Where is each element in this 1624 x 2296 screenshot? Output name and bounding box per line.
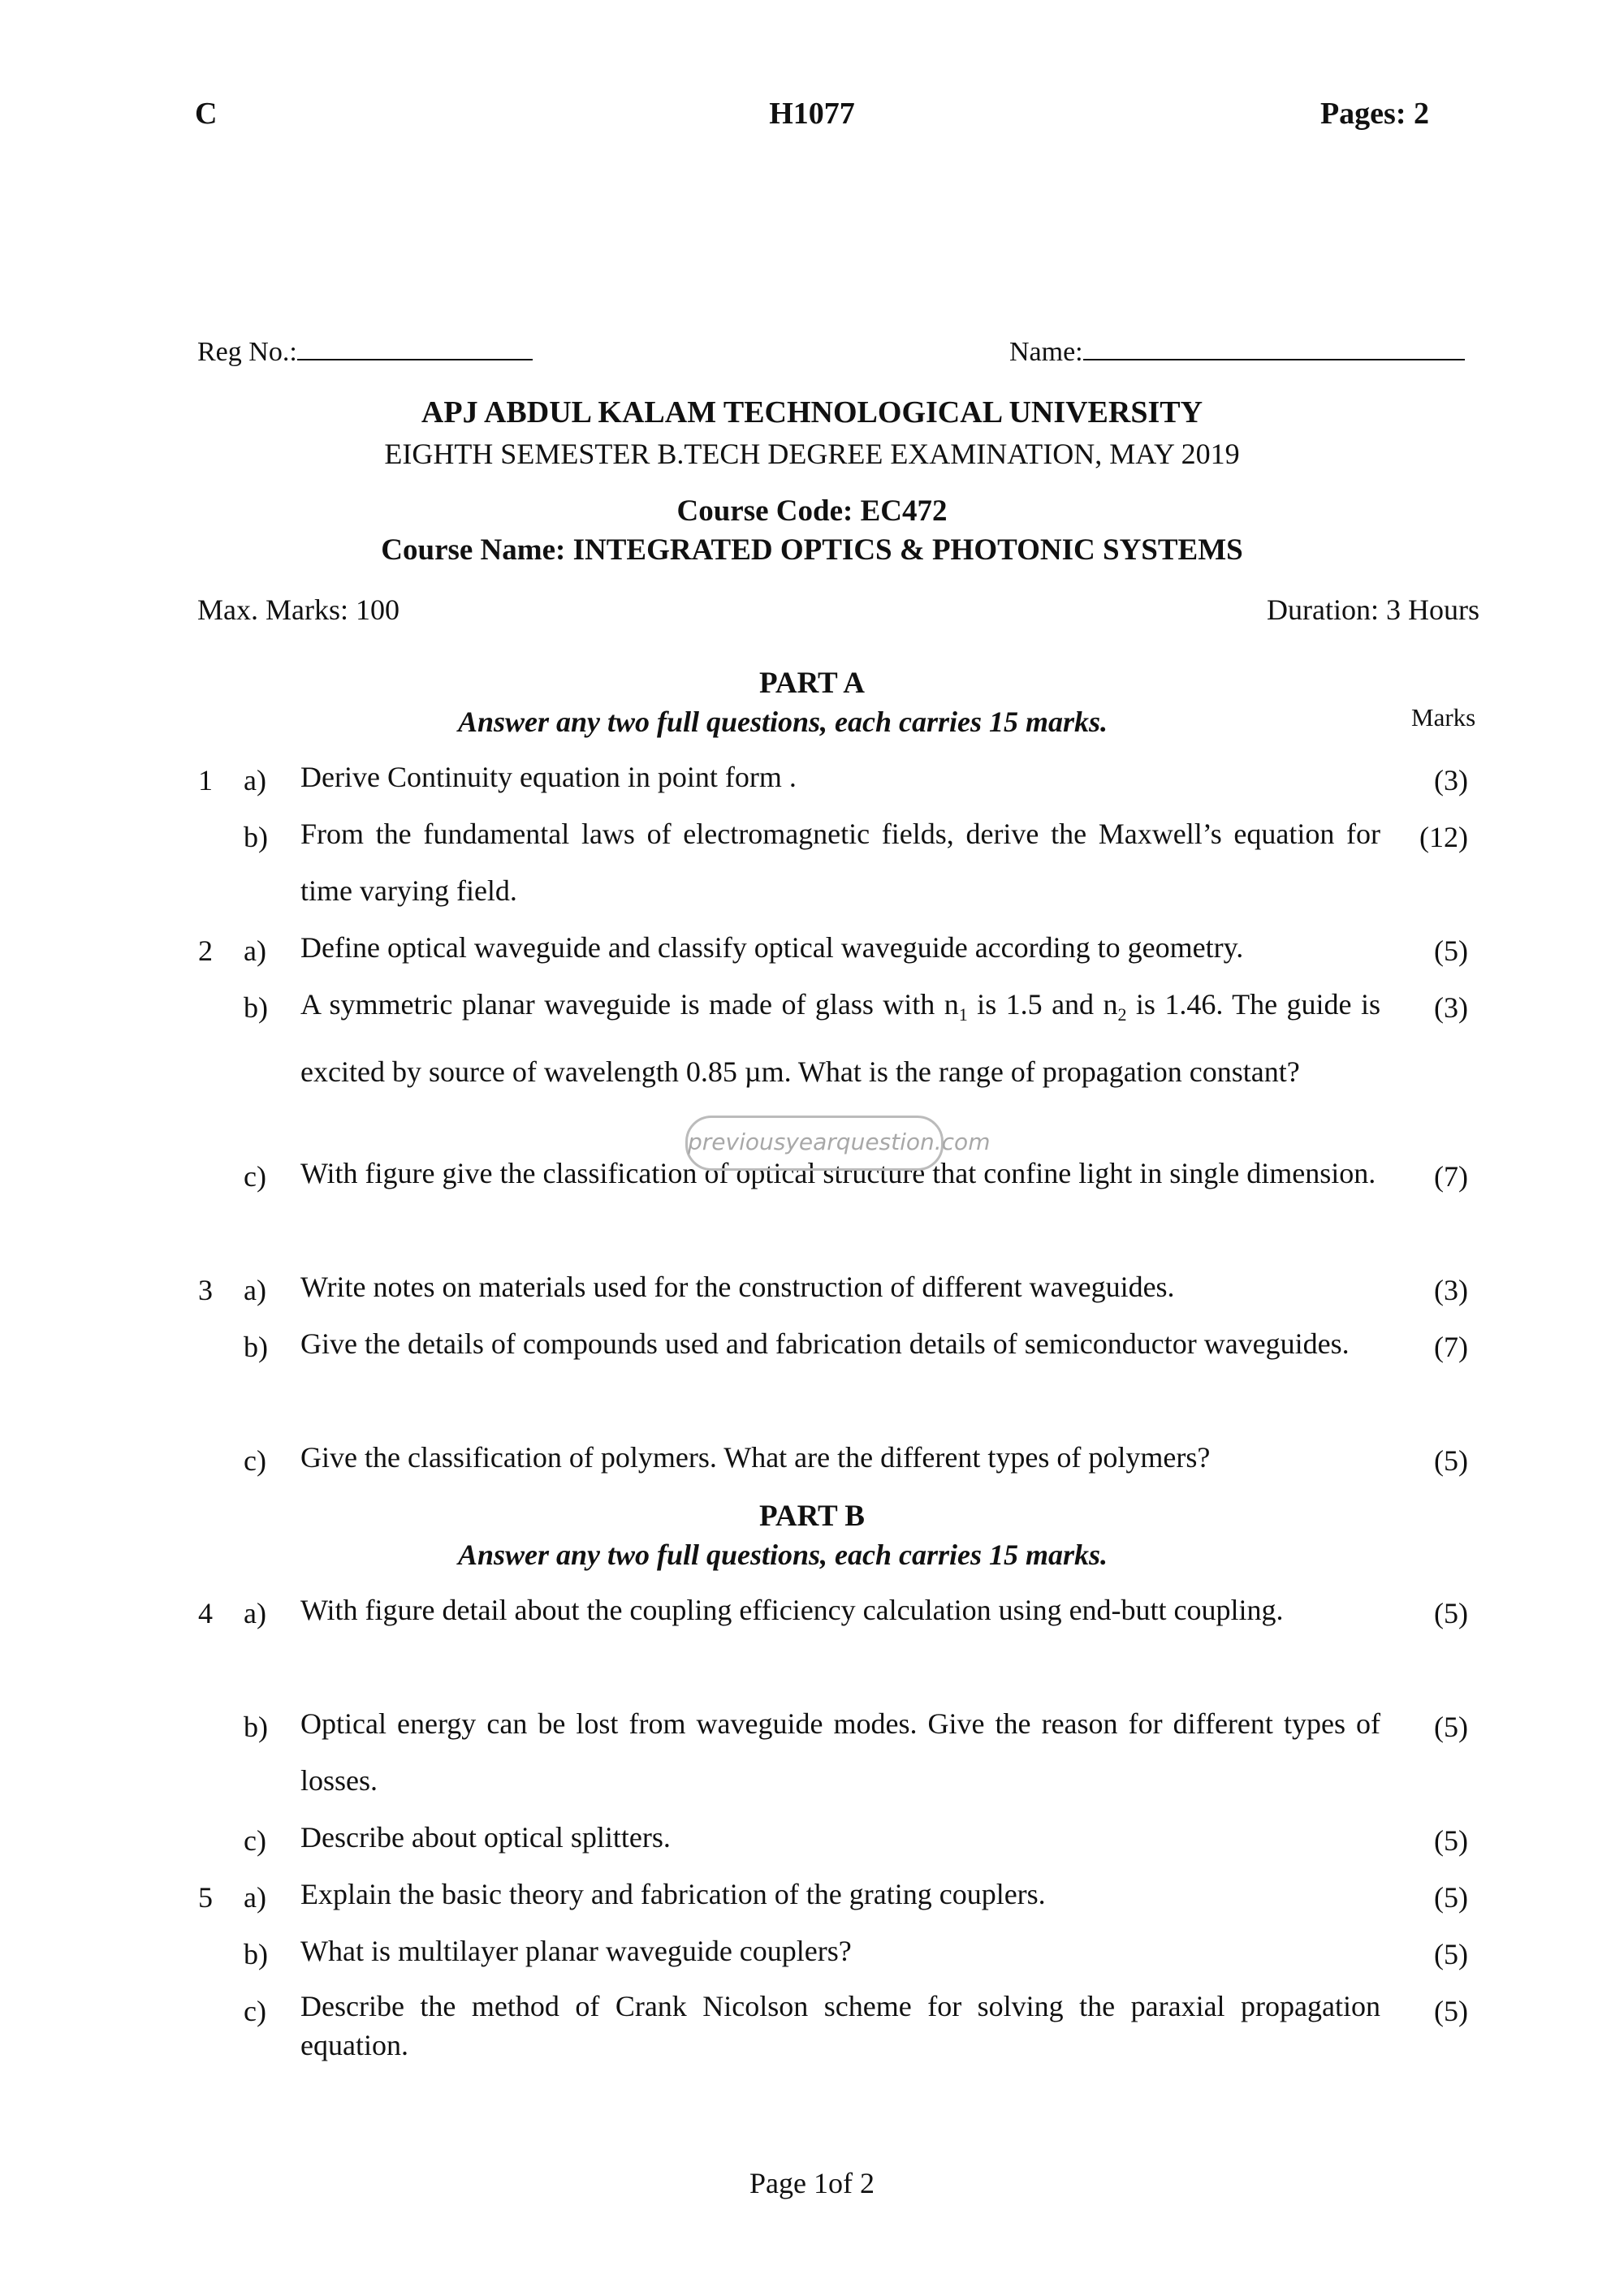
question-marks: (5) <box>1434 934 1468 967</box>
part-b-instruction: Answer any two full questions, each carries 15 marks. <box>457 1539 1108 1571</box>
question-marks: (3) <box>1434 1274 1468 1306</box>
part-a-instruction: Answer any two full questions, each carries 15 marks. <box>457 706 1108 738</box>
sub-question-label: c) <box>244 1995 266 2027</box>
max-marks: Max. Marks: 100 <box>197 593 400 626</box>
university-name: APJ ABDUL KALAM TECHNOLOGICAL UNIVERSITY <box>421 395 1203 429</box>
question-text: What is multilayer planar waveguide couplers? <box>300 1935 852 1967</box>
question-marks: (5) <box>1434 1938 1468 1970</box>
question-number: 3 <box>198 1274 213 1306</box>
sub-question-label: a) <box>244 1274 266 1306</box>
sub-question-label: c) <box>244 1444 266 1477</box>
question-marks: (5) <box>1434 1824 1468 1857</box>
question-text: With figure detail about the coupling efficiency calculation using end-butt coupling. <box>300 1594 1284 1626</box>
course-name-value: INTEGRATED OPTICS & PHOTONIC SYSTEMS <box>572 533 1243 567</box>
question-marks: (3) <box>1434 764 1468 796</box>
page-count: Pages: 2 <box>1320 97 1429 131</box>
sub-question-label: b) <box>244 1331 268 1363</box>
question-text: From the fundamental laws of electromagnetic fields, derive the Maxwell’s equation for time varying field. <box>300 818 1380 907</box>
question-number: 4 <box>198 1597 213 1629</box>
marks-column-header: Marks <box>1411 703 1476 732</box>
question-marks: (5) <box>1434 1711 1468 1743</box>
sub-question-label: a) <box>244 764 266 796</box>
sub-question-label: a) <box>244 934 266 967</box>
sub-question-label: b) <box>244 1711 268 1743</box>
exam-title: EIGHTH SEMESTER B.TECH DEGREE EXAMINATION, MAY 2019 <box>384 438 1240 470</box>
reg-no-field <box>197 334 533 368</box>
question-marks: (5) <box>1434 1444 1468 1477</box>
question-marks: (7) <box>1434 1160 1468 1193</box>
course-code: Course Code: EC472 <box>676 494 948 528</box>
name-blank <box>1083 334 1465 360</box>
page-header <box>195 96 1429 145</box>
question-text: Give the details of compounds used and fabrication details of semiconductor waveguides. <box>300 1327 1350 1360</box>
name-label: Name: <box>1009 337 1083 367</box>
name-field <box>1009 334 1465 368</box>
question-marks: (7) <box>1434 1331 1468 1363</box>
question-text: Describe the method of Crank Nicolson scheme for solving the paraxial propagation equation. <box>300 1990 1380 2061</box>
course-name-label: Course Name: <box>381 533 566 567</box>
question-number: 5 <box>198 1881 213 1914</box>
sub-question-label: c) <box>244 1824 266 1857</box>
question-text: Define optical waveguide and classify optical waveguide according to geometry. <box>300 931 1244 964</box>
sub-question-label: b) <box>244 1938 268 1970</box>
question-marks: (12) <box>1419 821 1468 853</box>
watermark-logo: previousyearquestion.com <box>685 1116 944 1171</box>
part-a-title: PART A <box>759 667 865 700</box>
question-marks: (5) <box>1434 1995 1468 2027</box>
question-text: Explain the basic theory and fabrication of the grating couplers. <box>300 1878 1046 1910</box>
sub-question-label: a) <box>244 1597 266 1629</box>
sub-question-label: a) <box>244 1881 266 1914</box>
question-text: Optical energy can be lost from waveguide modes. Give the reason for different types of losses. <box>300 1707 1380 1797</box>
question-text: Give the classification of polymers. What are the different types of polymers? <box>300 1441 1211 1474</box>
sub-question-label: c) <box>244 1160 266 1193</box>
course-name <box>0 533 1624 568</box>
series-code: C <box>195 97 218 131</box>
question-text: Write notes on materials used for the construction of different waveguides. <box>300 1271 1175 1303</box>
question-text: With figure give the classification of optical structure that confine light in single dimension. <box>300 1157 1376 1189</box>
duration: Duration: 3 Hours <box>1267 593 1479 626</box>
reg-no-label: Reg No.: <box>197 337 297 367</box>
question-number: 1 <box>198 764 213 796</box>
question-marks: (3) <box>1434 991 1468 1024</box>
question-text: Derive Continuity equation in point form . <box>300 761 797 793</box>
question-text: Describe about optical splitters. <box>300 1821 671 1854</box>
question-marks: (5) <box>1434 1597 1468 1629</box>
reg-no-blank <box>297 334 533 360</box>
paper-code: H1077 <box>769 97 855 131</box>
question-marks: (5) <box>1434 1881 1468 1914</box>
sub-question-label: b) <box>244 991 268 1024</box>
sub-question-label: b) <box>244 821 268 853</box>
page-footer: Page 1of 2 <box>749 2167 875 2199</box>
question-number: 2 <box>198 934 213 967</box>
question-text: A symmetric planar waveguide is made of glass with $n_1$ is 1.5 and $n_2$ is 1.46. The guide is excited by source of wavelength 0.85 µm. What is the range of propagation constant? <box>300 988 1380 1089</box>
part-b-title: PART B <box>759 1500 865 1533</box>
